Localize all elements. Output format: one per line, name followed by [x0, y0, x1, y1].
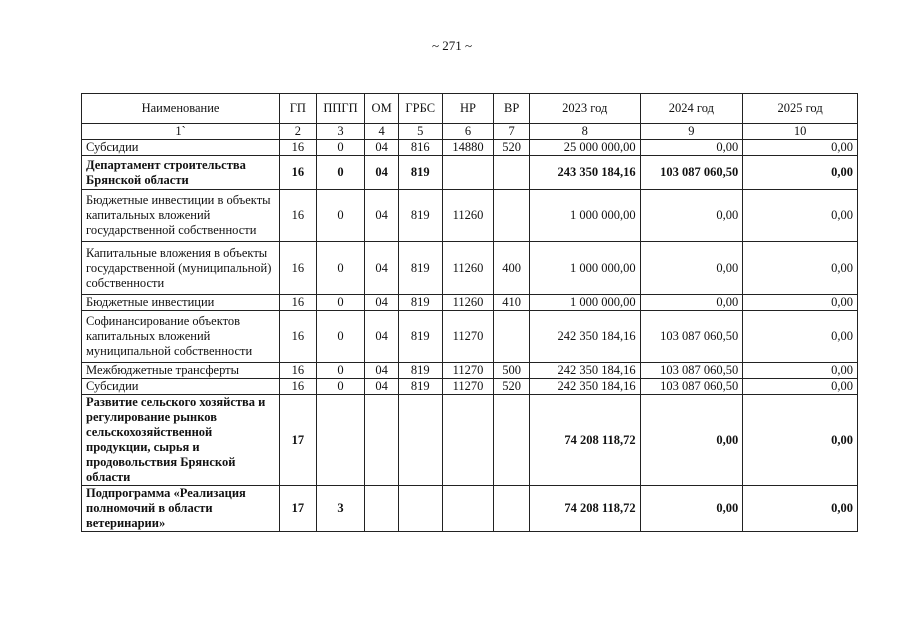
cell-grbs: 819 [398, 311, 442, 363]
cell-2023: 74 208 118,72 [529, 486, 640, 532]
table-row [82, 395, 858, 486]
cell-2025: 0,00 [743, 190, 858, 242]
table-row [82, 486, 858, 532]
cell-2025: 0,00 [743, 486, 858, 532]
col-number: 9 [640, 124, 743, 140]
cell-grbs [398, 486, 442, 532]
cell-2024: 0,00 [640, 190, 743, 242]
row-name: Субсидии [82, 379, 280, 395]
cell-2024: 103 087 060,50 [640, 363, 743, 379]
cell-vr: 410 [494, 295, 530, 311]
cell-nr: 14880 [442, 140, 494, 156]
cell-2025: 0,00 [743, 311, 858, 363]
cell-2024: 103 087 060,50 [640, 311, 743, 363]
col-number: 5 [398, 124, 442, 140]
row-name: Межбюджетные трансферты [82, 363, 280, 379]
cell-gp: 16 [280, 311, 317, 363]
page-number: ~ 271 ~ [431, 38, 473, 53]
header-name: Наименование [82, 94, 280, 124]
cell-grbs: 819 [398, 379, 442, 395]
row-name: Департамент строительства Брянской области [82, 156, 280, 190]
cell-om: 04 [365, 242, 399, 295]
cell-2023: 242 350 184,16 [529, 311, 640, 363]
cell-grbs [398, 395, 442, 486]
table-row [82, 311, 858, 363]
cell-ppgp: 0 [316, 311, 365, 363]
cell-2023: 243 350 184,16 [529, 156, 640, 190]
row-name: Бюджетные инвестиции [82, 295, 280, 311]
header-2025: 2025 год [743, 94, 858, 124]
table-row [82, 295, 858, 311]
cell-grbs: 819 [398, 156, 442, 190]
row-name: Развитие сельского хозяйства и регулирование рынков сельскохозяйственной продукции, сырья и продовольствия Брянской области [82, 395, 280, 486]
col-number: 8 [529, 124, 640, 140]
header-gp: ГП [280, 94, 317, 124]
cell-2024: 0,00 [640, 140, 743, 156]
cell-nr [442, 486, 494, 532]
col-number: 2 [280, 124, 317, 140]
cell-om: 04 [365, 379, 399, 395]
header-nr: НР [442, 94, 494, 124]
cell-2025: 0,00 [743, 156, 858, 190]
cell-nr: 11270 [442, 363, 494, 379]
cell-2024: 103 087 060,50 [640, 156, 743, 190]
cell-ppgp: 3 [316, 486, 365, 532]
header-2023: 2023 год [529, 94, 640, 124]
cell-grbs: 819 [398, 190, 442, 242]
cell-grbs: 819 [398, 363, 442, 379]
cell-ppgp: 0 [316, 140, 365, 156]
cell-om [365, 486, 399, 532]
cell-om: 04 [365, 295, 399, 311]
cell-2023: 74 208 118,72 [529, 395, 640, 486]
cell-vr: 520 [494, 379, 530, 395]
cell-vr: 400 [494, 242, 530, 295]
col-number: 3 [316, 124, 365, 140]
cell-gp: 16 [280, 140, 317, 156]
cell-nr: 11270 [442, 379, 494, 395]
cell-vr [494, 486, 530, 532]
cell-vr [494, 395, 530, 486]
cell-nr: 11260 [442, 190, 494, 242]
cell-nr [442, 156, 494, 190]
cell-om [365, 395, 399, 486]
cell-nr: 11260 [442, 295, 494, 311]
cell-vr [494, 311, 530, 363]
row-name: Подпрограмма «Реализация полномочий в области ветеринарии» [82, 486, 280, 532]
cell-ppgp [316, 395, 365, 486]
cell-2025: 0,00 [743, 242, 858, 295]
cell-2024: 0,00 [640, 295, 743, 311]
col-number: 1` [82, 124, 280, 140]
cell-gp: 16 [280, 363, 317, 379]
cell-om: 04 [365, 363, 399, 379]
cell-2024: 0,00 [640, 486, 743, 532]
cell-vr [494, 156, 530, 190]
cell-2023: 242 350 184,16 [529, 363, 640, 379]
cell-ppgp: 0 [316, 242, 365, 295]
cell-vr: 520 [494, 140, 530, 156]
row-name: Софинансирование объектов капитальных вложений муниципальной собственности [82, 311, 280, 363]
cell-om: 04 [365, 190, 399, 242]
cell-2023: 1 000 000,00 [529, 295, 640, 311]
cell-2023: 1 000 000,00 [529, 190, 640, 242]
row-name: Капитальные вложения в объекты государственной (муниципальной) собственности [82, 242, 280, 295]
cell-2023: 1 000 000,00 [529, 242, 640, 295]
table-row [82, 190, 858, 242]
cell-ppgp: 0 [316, 379, 365, 395]
cell-2023: 242 350 184,16 [529, 379, 640, 395]
cell-gp: 16 [280, 379, 317, 395]
header-row [82, 94, 858, 124]
cell-om: 04 [365, 156, 399, 190]
header-vr: ВР [494, 94, 530, 124]
table-row [82, 156, 858, 190]
cell-grbs: 816 [398, 140, 442, 156]
cell-vr [494, 190, 530, 242]
budget-table [81, 93, 858, 532]
header-2024: 2024 год [640, 94, 743, 124]
header-om: ОМ [365, 94, 399, 124]
cell-gp: 17 [280, 395, 317, 486]
cell-gp: 16 [280, 156, 317, 190]
cell-gp: 16 [280, 295, 317, 311]
cell-2025: 0,00 [743, 395, 858, 486]
cell-ppgp: 0 [316, 156, 365, 190]
header-grbs: ГРБС [398, 94, 442, 124]
cell-2025: 0,00 [743, 140, 858, 156]
cell-2025: 0,00 [743, 295, 858, 311]
col-number: 10 [743, 124, 858, 140]
cell-ppgp: 0 [316, 363, 365, 379]
col-number: 6 [442, 124, 494, 140]
cell-2025: 0,00 [743, 363, 858, 379]
cell-ppgp: 0 [316, 190, 365, 242]
cell-vr: 500 [494, 363, 530, 379]
row-name: Субсидии [82, 140, 280, 156]
cell-2024: 0,00 [640, 242, 743, 295]
table-row [82, 363, 858, 379]
cell-2024: 103 087 060,50 [640, 379, 743, 395]
table-row [82, 242, 858, 295]
col-number: 7 [494, 124, 530, 140]
header-ppgp: ППГП [316, 94, 365, 124]
cell-2023: 25 000 000,00 [529, 140, 640, 156]
column-number-row [82, 124, 858, 140]
cell-grbs: 819 [398, 242, 442, 295]
table-row [82, 379, 858, 395]
cell-2025: 0,00 [743, 379, 858, 395]
table-row [82, 140, 858, 156]
cell-ppgp: 0 [316, 295, 365, 311]
col-number: 4 [365, 124, 399, 140]
cell-nr: 11260 [442, 242, 494, 295]
cell-om: 04 [365, 140, 399, 156]
cell-gp: 17 [280, 486, 317, 532]
cell-grbs: 819 [398, 295, 442, 311]
cell-om: 04 [365, 311, 399, 363]
cell-nr [442, 395, 494, 486]
row-name: Бюджетные инвестиции в объекты капитальных вложений государственной собственности [82, 190, 280, 242]
cell-gp: 16 [280, 190, 317, 242]
cell-gp: 16 [280, 242, 317, 295]
cell-2024: 0,00 [640, 395, 743, 486]
cell-nr: 11270 [442, 311, 494, 363]
